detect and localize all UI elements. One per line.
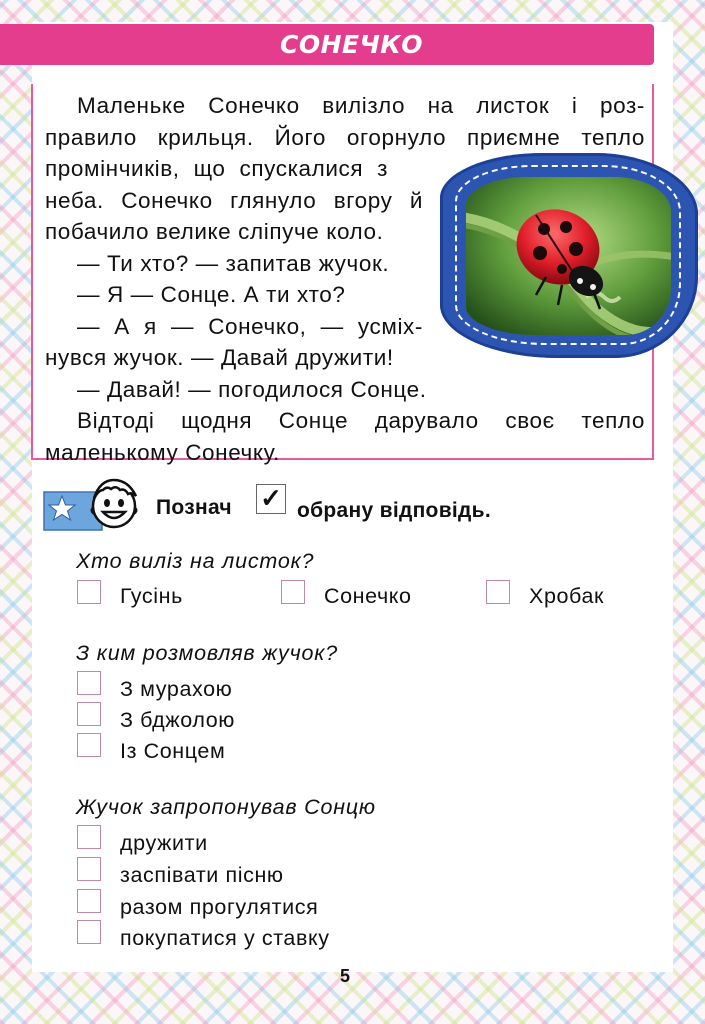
answer-checkbox[interactable] — [77, 580, 101, 604]
story-line: маленькому Сонечку. — [45, 439, 281, 465]
answer-checkbox[interactable] — [486, 580, 510, 604]
answer-checkbox[interactable] — [77, 889, 101, 913]
story-line: — Ти хто? — запитав жучок. — [77, 250, 390, 276]
story-line: — Давай! — погодилося Сонце. — [77, 376, 427, 402]
task-icon — [42, 478, 142, 534]
answer-checkbox[interactable] — [77, 825, 101, 849]
story-line: Маленьке Сонечко вилізло на листок і роз- — [77, 93, 645, 118]
answer-label: покупатися у ставку — [120, 926, 330, 950]
answer-label: Із Сонцем — [120, 739, 226, 763]
instruction-text: Познач — [156, 496, 232, 519]
story-line: — А я — Сонечко, — усміх- — [77, 313, 423, 339]
answer-label: Хробак — [529, 584, 605, 608]
checkmark-sample: ✓ — [256, 484, 286, 514]
answer-checkbox[interactable] — [77, 857, 101, 881]
answer-checkbox[interactable] — [77, 920, 101, 944]
story-line: неба. Сонечко глянуло вгору й — [45, 187, 423, 213]
page-title: СОНЕЧКО — [280, 30, 423, 59]
instruction-text-end: обрану відповідь. — [297, 499, 492, 522]
story-line: нувся жучок. — Давай дружити! — [45, 345, 394, 370]
story-line: — Я — Сонце. А ти хто? — [77, 282, 346, 307]
story-line: Відтоді щодня Сонце дарувало своє тепло — [77, 408, 645, 433]
answer-label: З мурахою — [120, 677, 233, 701]
answer-label: дружити — [120, 831, 208, 855]
question-1: Хто виліз на листок? — [76, 549, 315, 573]
question-3: Жучок запропонував Сонцю — [76, 795, 376, 819]
answer-checkbox[interactable] — [77, 733, 101, 757]
story-line: побачило велике сліпуче коло. — [45, 219, 384, 244]
answer-label: Гусінь — [120, 584, 183, 608]
answer-checkbox[interactable] — [77, 671, 101, 695]
story-line: правило крильця. Його огорнуло приємне тепло — [45, 124, 645, 150]
answer-label: разом прогулятися — [120, 895, 319, 919]
photo-stitch — [455, 165, 681, 345]
answer-label: заспівати пісню — [120, 863, 284, 887]
answer-label: З бджолою — [120, 708, 235, 732]
answer-checkbox[interactable] — [281, 580, 305, 604]
page-number: 5 — [340, 966, 351, 986]
answer-label: Сонечко — [324, 584, 412, 608]
answer-checkbox[interactable] — [77, 702, 101, 726]
question-2: З ким розмовляв жучок? — [76, 641, 339, 665]
story-line: промінчиків, що спускалися з — [45, 156, 388, 181]
